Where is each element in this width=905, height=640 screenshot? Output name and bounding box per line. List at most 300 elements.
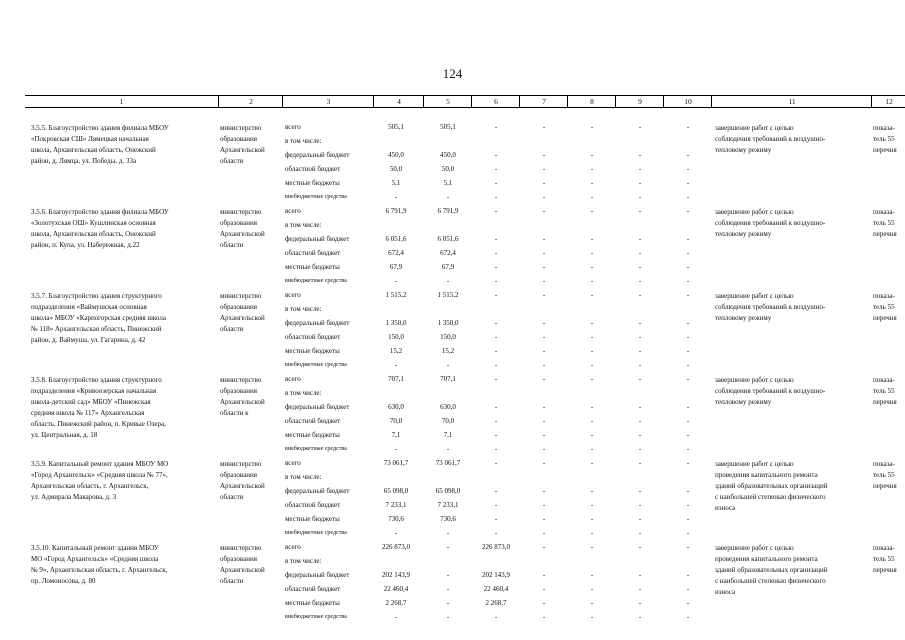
funding-row (25, 584, 905, 598)
amount-col-4: 7 233,1 (385, 501, 407, 509)
amount-col-8: - (590, 319, 594, 327)
amount-col-7: - (542, 193, 546, 201)
amount-col-4: 505,1 (388, 123, 404, 131)
funding-row (25, 346, 905, 360)
amount-col-10: - (686, 319, 690, 327)
funding-source: федеральный бюджет (285, 571, 350, 579)
funding-row (25, 304, 905, 318)
amount-col-6: - (494, 361, 498, 369)
amount-col-8: - (590, 431, 594, 439)
amount-col-5: 1 350,0 (437, 319, 459, 327)
funding-source: местные бюджеты (285, 599, 340, 607)
funding-row (25, 458, 905, 472)
funding-source: федеральный бюджет (285, 403, 350, 411)
funding-row (25, 206, 905, 220)
measure-name: 3.5.6. Благоустройство здания филиала МБОУ «Золотухская ОШ» Кушлинская основная школа, Архангельская область, Онежский район, п. Купа, ул. Набережная, д.22 (31, 208, 169, 249)
responsible-executor: министерство образования Архангельской области к (220, 376, 265, 417)
funding-source: федеральный бюджет (285, 319, 350, 327)
amount-col-7: - (542, 277, 546, 285)
funding-source: федеральный бюджет (285, 151, 350, 159)
amount-col-8: - (590, 585, 594, 593)
amount-col-10: - (686, 347, 690, 355)
amount-col-7: - (542, 487, 546, 495)
amount-col-9: - (638, 445, 642, 453)
measure-name: 3.5.8. Благоустройство здания структурного подразделения «Кривоозерская начальная школа-детский сад» МБОУ «Пинежская средняя школа № 117» Архангельская область, Пинежский район, п. Кривые Озера, ул. Центральная, д. 18 (31, 376, 166, 439)
expected-result: завершение работ с целью соблюдения требований к воздушно- тепловому режиму (715, 292, 826, 322)
amount-col-8: - (590, 543, 594, 551)
section-2 (25, 276, 905, 369)
amount-col-7: - (542, 585, 546, 593)
amount-col-8: - (590, 501, 594, 509)
amount-col-7: - (542, 515, 546, 523)
amount-col-4: 6 051,6 (385, 235, 407, 243)
funding-source: местные бюджеты (285, 515, 340, 523)
amount-col-10: - (686, 487, 690, 495)
amount-col-4: - (394, 529, 398, 537)
amount-col-4: 672,4 (388, 249, 404, 257)
amount-col-6: - (494, 277, 498, 285)
amount-col-4: 5,1 (391, 179, 401, 187)
amount-col-9: - (638, 459, 642, 467)
amount-col-9: - (638, 543, 642, 551)
amount-col-9: - (638, 375, 642, 383)
amount-col-10: - (686, 151, 690, 159)
amount-col-10: - (686, 193, 690, 201)
amount-col-6: - (494, 515, 498, 523)
amount-col-10: - (686, 529, 690, 537)
amount-col-9: - (638, 501, 642, 509)
amount-col-10: - (686, 445, 690, 453)
amount-col-8: - (590, 515, 594, 523)
amount-col-7: - (542, 333, 546, 341)
amount-col-5: 6 791,9 (437, 207, 459, 215)
amount-col-5: - (446, 599, 450, 607)
section-1 (25, 192, 905, 285)
funding-source: внебюджетные средства (285, 278, 347, 284)
amount-col-6: - (494, 291, 498, 299)
amount-col-8: - (590, 375, 594, 383)
amount-col-10: - (686, 459, 690, 467)
funding-row (25, 514, 905, 528)
amount-col-9: - (638, 347, 642, 355)
funding-source: федеральный бюджет (285, 487, 350, 495)
funding-source: всего (285, 375, 301, 383)
section-5 (25, 528, 905, 621)
amount-col-6: - (494, 347, 498, 355)
amount-col-5: 50,0 (441, 165, 455, 173)
amount-col-6: - (494, 417, 498, 425)
amount-col-10: - (686, 291, 690, 299)
amount-col-10: - (686, 165, 690, 173)
indicator-link: показа- тель 55 перечня (873, 460, 897, 490)
amount-col-5: 7 233,1 (437, 501, 459, 509)
amount-col-10: - (686, 585, 690, 593)
funding-row (25, 374, 905, 388)
amount-col-9: - (638, 403, 642, 411)
amount-col-7: - (542, 263, 546, 271)
funding-row (25, 220, 905, 234)
amount-col-5: 65 098,0 (435, 487, 461, 495)
funding-source: в том числе: (285, 557, 322, 565)
amount-col-6: - (494, 165, 498, 173)
responsible-executor: министерство образования Архангельской области (220, 544, 265, 585)
amount-col-5: - (446, 543, 450, 551)
amount-col-6: - (494, 235, 498, 243)
amount-col-8: - (590, 263, 594, 271)
funding-source: внебюджетные средства (285, 530, 347, 536)
amount-col-5: - (446, 445, 450, 453)
amount-col-6: - (494, 403, 498, 411)
amount-col-6: - (494, 613, 498, 621)
amount-col-7: - (542, 445, 546, 453)
amount-col-9: - (638, 599, 642, 607)
amount-col-9: - (638, 431, 642, 439)
amount-col-10: - (686, 501, 690, 509)
amount-col-6: 2 268,7 (485, 599, 507, 607)
funding-row (25, 416, 905, 430)
header-col-6: 6 (471, 96, 520, 107)
amount-col-10: - (686, 361, 690, 369)
funding-source: всего (285, 543, 301, 551)
funding-row (25, 486, 905, 500)
table-header (25, 95, 905, 108)
amount-col-7: - (542, 179, 546, 187)
funding-source: внебюджетные средства (285, 362, 347, 368)
amount-col-5: - (446, 613, 450, 621)
amount-col-6: - (494, 459, 498, 467)
funding-source: в том числе: (285, 305, 322, 313)
funding-source: федеральный бюджет (285, 235, 350, 243)
amount-col-5: 707,1 (440, 375, 456, 383)
amount-col-4: 707,1 (388, 375, 404, 383)
responsible-executor: министерство образования Архангельской области (220, 460, 265, 501)
amount-col-10: - (686, 277, 690, 285)
amount-col-4: 67,9 (389, 263, 403, 271)
funding-row (25, 150, 905, 164)
amount-col-7: - (542, 207, 546, 215)
amount-col-4: 150,0 (388, 333, 404, 341)
funding-row (25, 402, 905, 416)
measure-name: 3.5.9. Капитальный ремонт здания МБОУ МО «Город Архангельск» «Средняя школа № 77», Архангельская область, г. Архангельск, ул. Адмирала Макарова, д. 3 (31, 460, 169, 501)
funding-source: всего (285, 123, 301, 131)
funding-source: в том числе: (285, 137, 322, 145)
header-col-8: 8 (567, 96, 616, 107)
funding-row (25, 612, 905, 626)
amount-col-4: 65 098,0 (383, 487, 409, 495)
amount-col-4: 22 460,4 (383, 585, 409, 593)
expected-result: завершение работ с целью соблюдения требований к воздушно- тепловому режиму (715, 124, 826, 154)
amount-col-5: 70,0 (441, 417, 455, 425)
funding-row (25, 248, 905, 262)
amount-col-7: - (542, 235, 546, 243)
funding-row (25, 500, 905, 514)
table-body (25, 108, 905, 621)
amount-col-5: 505,1 (440, 123, 456, 131)
responsible-executor: министерство образования Архангельской области (220, 292, 265, 333)
amount-col-6: - (494, 249, 498, 257)
budget-table (25, 95, 905, 621)
header-col-7: 7 (519, 96, 568, 107)
amount-col-10: - (686, 431, 690, 439)
amount-col-10: - (686, 179, 690, 187)
amount-col-4: 630,0 (388, 403, 404, 411)
section-3 (25, 360, 905, 453)
amount-col-5: 150,0 (440, 333, 456, 341)
amount-col-8: - (590, 487, 594, 495)
expected-result: завершение работ с целью проведения капитального ремонта зданий образовательных организаций с наибольшей степенью физического износа (715, 460, 828, 512)
amount-col-5: 7,1 (443, 431, 453, 439)
funding-row (25, 472, 905, 486)
amount-col-4: - (394, 193, 398, 201)
amount-col-6: - (494, 501, 498, 509)
amount-col-9: - (638, 291, 642, 299)
amount-col-9: - (638, 571, 642, 579)
funding-row (25, 430, 905, 444)
amount-col-8: - (590, 347, 594, 355)
amount-col-7: - (542, 319, 546, 327)
amount-col-10: - (686, 599, 690, 607)
amount-col-6: 226 873,0 (482, 543, 510, 551)
header-col-5: 5 (423, 96, 472, 107)
funding-source: внебюджетные средства (285, 614, 347, 620)
amount-col-9: - (638, 207, 642, 215)
funding-row (25, 542, 905, 556)
amount-col-9: - (638, 249, 642, 257)
measure-name: 3.5.7. Благоустройство здания структурного подразделения «Ваймушская основная школа» МБОУ «Карпогорская средняя школа № 118» Архангельская область, Пинежский район, д. Ваймуша, ул. Гагарина, д. 42 (31, 292, 166, 344)
funding-row (25, 164, 905, 178)
amount-col-4: 1 350,0 (385, 319, 407, 327)
measure-name: 3.5.10. Капитальный ремонт здания МБОУ МО «Город Архангельск» «Средняя школа № 9», Архангельская область, г. Архангельск, пр. Ломоносова, д. 80 (31, 544, 168, 585)
funding-source: местные бюджеты (285, 431, 340, 439)
funding-source: местные бюджеты (285, 179, 340, 187)
amount-col-9: - (638, 515, 642, 523)
amount-col-8: - (590, 529, 594, 537)
funding-source: в том числе: (285, 473, 322, 481)
header-col-2: 2 (218, 96, 283, 107)
funding-source: в том числе: (285, 221, 322, 229)
funding-row (25, 290, 905, 304)
amount-col-6: - (494, 445, 498, 453)
amount-col-4: 730,6 (388, 515, 404, 523)
amount-col-9: - (638, 263, 642, 271)
indicator-link: показа- тель 55 перечня (873, 292, 897, 322)
funding-row (25, 388, 905, 402)
expected-result: завершение работ с целью соблюдения требований к воздушно- тепловому режиму (715, 376, 826, 406)
amount-col-10: - (686, 123, 690, 131)
funding-source: областной бюджет (285, 165, 341, 173)
amount-col-10: - (686, 333, 690, 341)
amount-col-5: - (446, 585, 450, 593)
amount-col-8: - (590, 249, 594, 257)
amount-col-8: - (590, 123, 594, 131)
expected-result: завершение работ с целью соблюдения требований к воздушно- тепловому режиму (715, 208, 826, 238)
amount-col-5: 6 051,6 (437, 235, 459, 243)
amount-col-7: - (542, 151, 546, 159)
amount-col-9: - (638, 585, 642, 593)
amount-col-9: - (638, 417, 642, 425)
amount-col-8: - (590, 179, 594, 187)
amount-col-4: 50,0 (389, 165, 403, 173)
amount-col-10: - (686, 417, 690, 425)
funding-row (25, 556, 905, 570)
funding-row (25, 178, 905, 192)
amount-col-9: - (638, 123, 642, 131)
amount-col-7: - (542, 459, 546, 467)
amount-col-6: 22 460,4 (483, 585, 509, 593)
amount-col-7: - (542, 361, 546, 369)
amount-col-6: - (494, 207, 498, 215)
amount-col-8: - (590, 571, 594, 579)
amount-col-10: - (686, 613, 690, 621)
amount-col-7: - (542, 501, 546, 509)
amount-col-8: - (590, 235, 594, 243)
amount-col-7: - (542, 431, 546, 439)
amount-col-8: - (590, 599, 594, 607)
amount-col-4: 7,1 (391, 431, 401, 439)
amount-col-8: - (590, 165, 594, 173)
funding-row (25, 332, 905, 346)
amount-col-10: - (686, 571, 690, 579)
amount-col-7: - (542, 529, 546, 537)
funding-row (25, 318, 905, 332)
amount-col-5: - (446, 277, 450, 285)
amount-col-5: 67,9 (441, 263, 455, 271)
amount-col-9: - (638, 319, 642, 327)
amount-col-4: 6 791,9 (385, 207, 407, 215)
amount-col-7: - (542, 613, 546, 621)
amount-col-6: - (494, 375, 498, 383)
amount-col-8: - (590, 361, 594, 369)
amount-col-4: - (394, 361, 398, 369)
funding-source: всего (285, 459, 301, 467)
amount-col-10: - (686, 543, 690, 551)
amount-col-10: - (686, 249, 690, 257)
amount-col-10: - (686, 375, 690, 383)
amount-col-8: - (590, 291, 594, 299)
header-col-9: 9 (615, 96, 664, 107)
funding-row (25, 262, 905, 276)
header-col-1: 1 (119, 97, 124, 106)
amount-col-8: - (590, 417, 594, 425)
amount-col-8: - (590, 207, 594, 215)
funding-source: всего (285, 291, 301, 299)
indicator-link: показа- тель 55 перечня (873, 376, 897, 406)
amount-col-4: - (394, 445, 398, 453)
funding-row (25, 598, 905, 612)
header-col-12: 12 (871, 96, 905, 107)
amount-col-6: - (494, 151, 498, 159)
amount-col-10: - (686, 207, 690, 215)
header-col-11: 11 (711, 96, 872, 107)
funding-source: всего (285, 207, 301, 215)
amount-col-9: - (638, 333, 642, 341)
amount-col-9: - (638, 277, 642, 285)
funding-source: в том числе: (285, 389, 322, 397)
header-col-4: 4 (373, 96, 424, 107)
amount-col-10: - (686, 263, 690, 271)
amount-col-7: - (542, 123, 546, 131)
funding-source: внебюджетные средства (285, 446, 347, 452)
amount-col-4: - (394, 613, 398, 621)
amount-col-7: - (542, 249, 546, 257)
amount-col-7: - (542, 347, 546, 355)
funding-row (25, 122, 905, 136)
amount-col-5: 73 061,7 (435, 459, 461, 467)
amount-col-7: - (542, 375, 546, 383)
amount-col-8: - (590, 613, 594, 621)
amount-col-5: 5,1 (443, 179, 453, 187)
amount-col-6: - (494, 431, 498, 439)
amount-col-6: - (494, 333, 498, 341)
amount-col-9: - (638, 165, 642, 173)
funding-row (25, 136, 905, 150)
amount-col-5: - (446, 571, 450, 579)
amount-col-5: - (446, 529, 450, 537)
amount-col-9: - (638, 529, 642, 537)
amount-col-4: 2 268,7 (385, 599, 407, 607)
amount-col-8: - (590, 403, 594, 411)
amount-col-5: 15,2 (441, 347, 455, 355)
amount-col-8: - (590, 277, 594, 285)
funding-source: местные бюджеты (285, 347, 340, 355)
amount-col-9: - (638, 235, 642, 243)
amount-col-4: 73 061,7 (383, 459, 409, 467)
measure-name: 3.5.5. Благоустройство здания филиала МБОУ «Покровская СШ» Лямецкая начальная школа, Архангельская область, Онежский район, д. Лямца, ул. Победы, д. 33а (31, 124, 169, 165)
amount-col-4: 202 143,9 (382, 571, 410, 579)
amount-col-4: 15,2 (389, 347, 403, 355)
amount-col-6: - (494, 179, 498, 187)
amount-col-4: 70,0 (389, 417, 403, 425)
responsible-executor: министерство образования Архангельской области (220, 124, 265, 165)
amount-col-7: - (542, 571, 546, 579)
indicator-link: показа- тель 55 перечня (873, 124, 897, 154)
indicator-link: показа- тель 55 перечня (873, 208, 897, 238)
amount-col-9: - (638, 179, 642, 187)
page-number: 124 (442, 66, 463, 81)
amount-col-7: - (542, 599, 546, 607)
amount-col-8: - (590, 459, 594, 467)
amount-col-9: - (638, 193, 642, 201)
amount-col-10: - (686, 515, 690, 523)
amount-col-4: - (394, 277, 398, 285)
amount-col-9: - (638, 361, 642, 369)
amount-col-5: 450,0 (440, 151, 456, 159)
funding-source: областной бюджет (285, 585, 341, 593)
amount-col-10: - (686, 403, 690, 411)
amount-col-10: - (686, 235, 690, 243)
amount-col-4: 450,0 (388, 151, 404, 159)
funding-source: областной бюджет (285, 333, 341, 341)
amount-col-5: - (446, 193, 450, 201)
amount-col-8: - (590, 151, 594, 159)
amount-col-8: - (590, 333, 594, 341)
amount-col-9: - (638, 151, 642, 159)
amount-col-6: - (494, 319, 498, 327)
amount-col-4: 226 873,0 (382, 543, 410, 551)
amount-col-5: 1 515,2 (437, 291, 459, 299)
amount-col-8: - (590, 445, 594, 453)
funding-row (25, 570, 905, 584)
amount-col-9: - (638, 613, 642, 621)
amount-col-5: - (446, 361, 450, 369)
amount-col-7: - (542, 165, 546, 173)
amount-col-7: - (542, 543, 546, 551)
amount-col-6: - (494, 263, 498, 271)
amount-col-8: - (590, 193, 594, 201)
header-col-3: 3 (282, 96, 374, 107)
amount-col-9: - (638, 487, 642, 495)
amount-col-7: - (542, 403, 546, 411)
